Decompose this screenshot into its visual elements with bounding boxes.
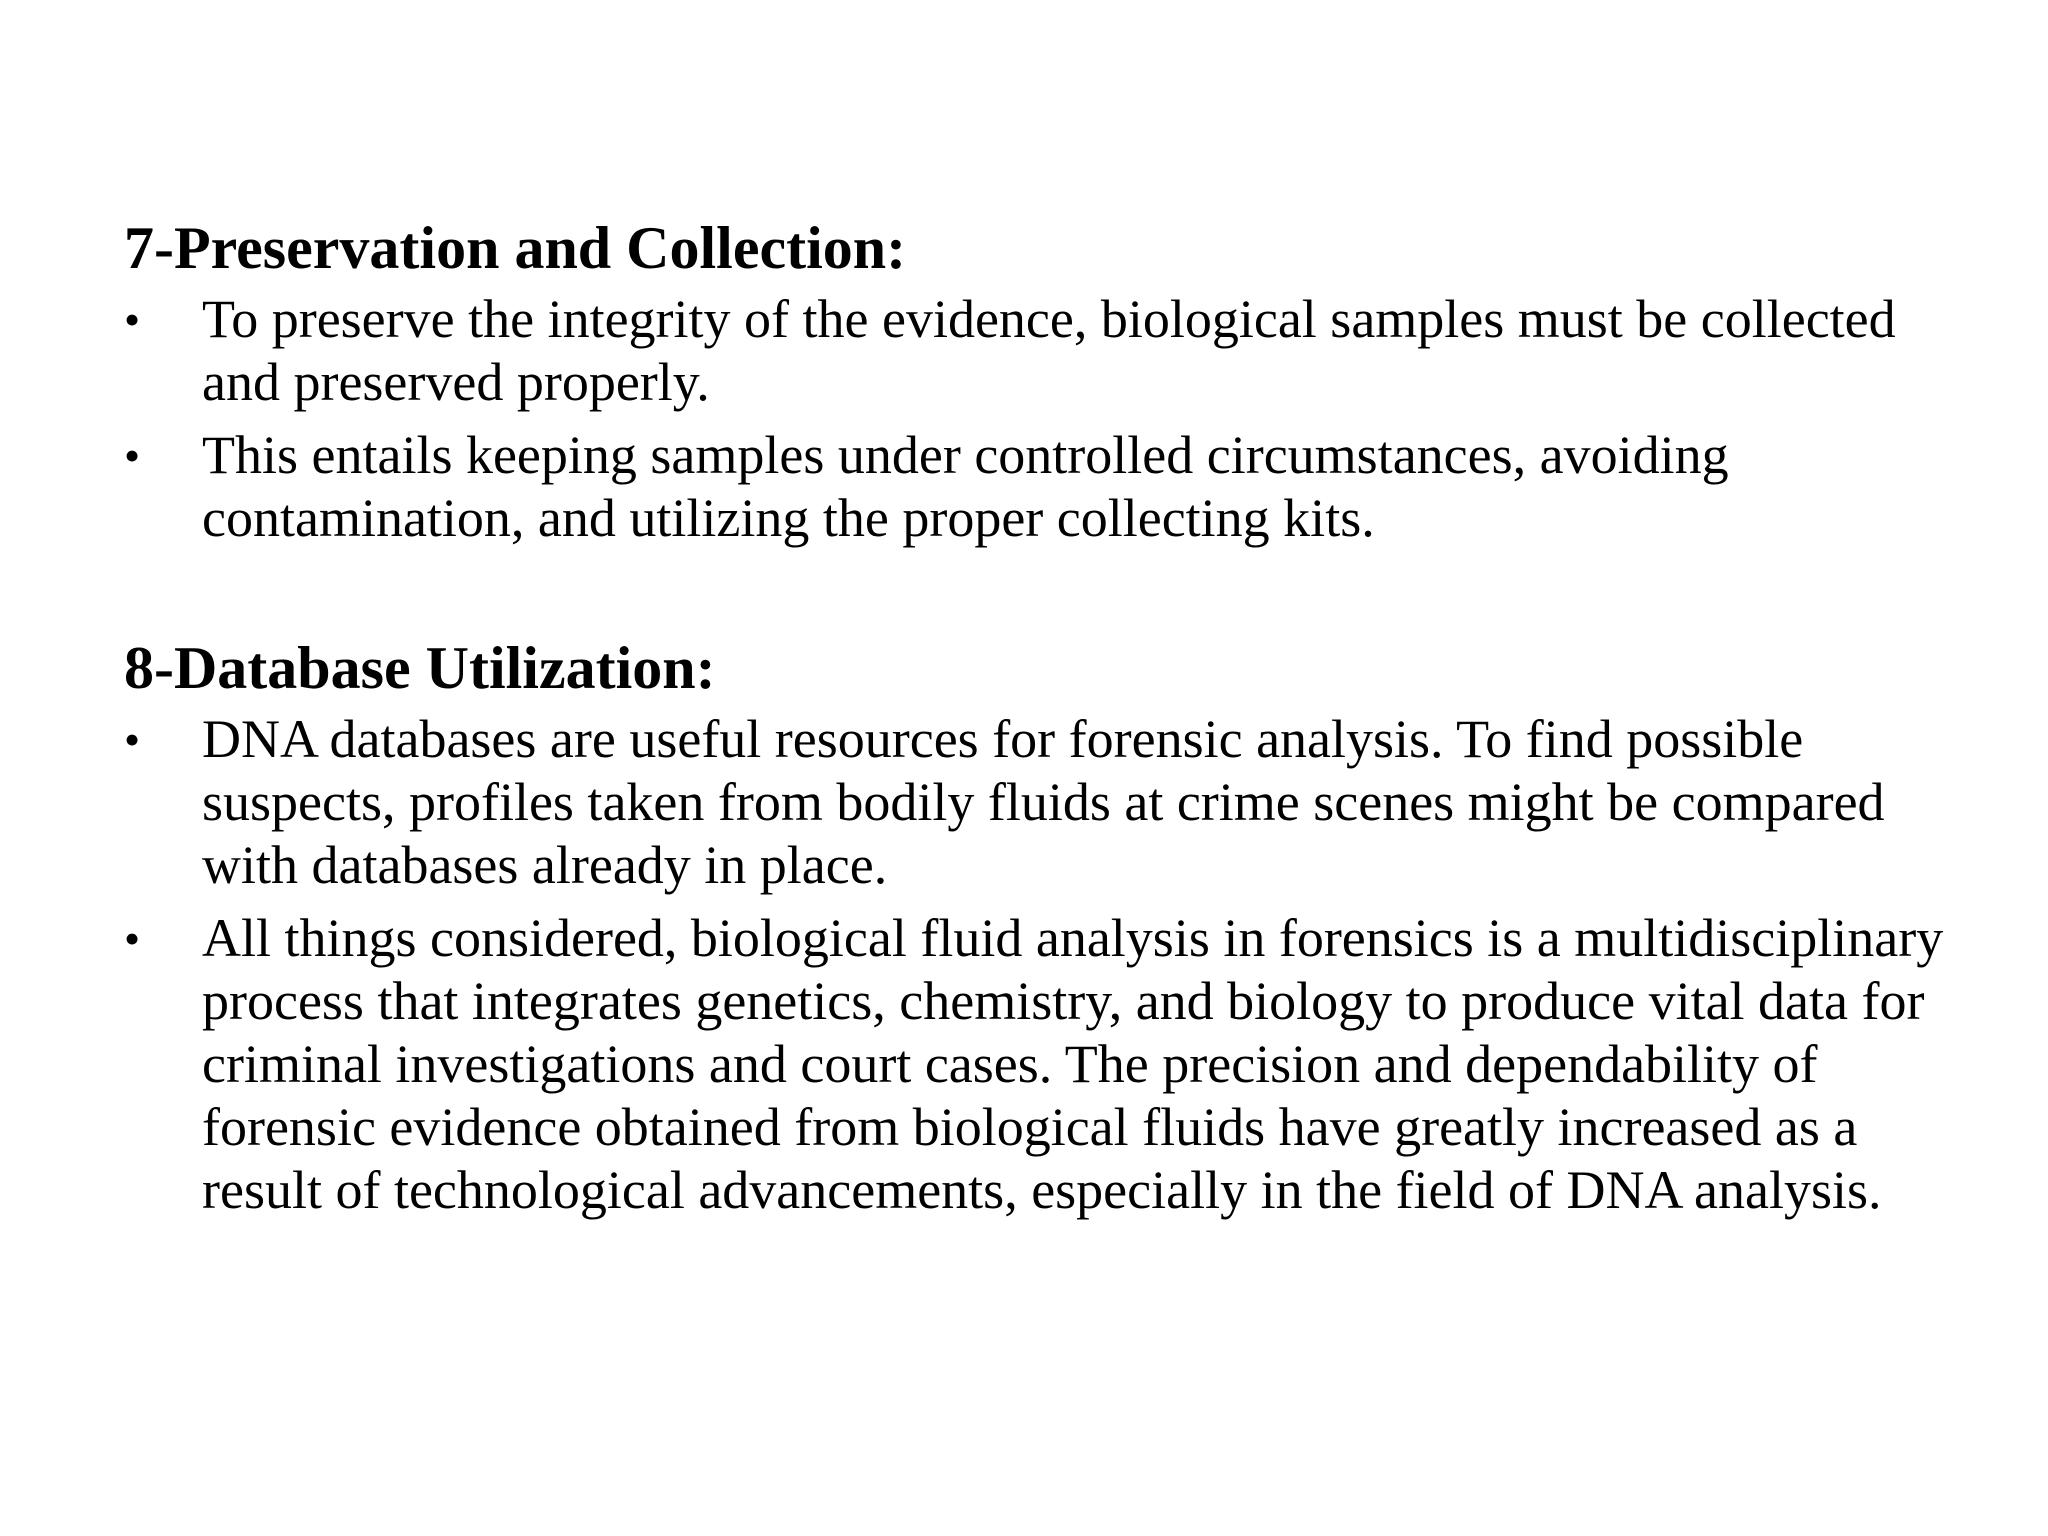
bullet-icon: • — [124, 714, 141, 765]
bullet-item — [124, 424, 1954, 550]
bullet-icon: • — [124, 430, 141, 481]
bullet-icon: • — [124, 913, 141, 964]
bullet-text: DNA databases are useful resources for forensic analysis. To find possible suspects, profiles taken from bodily fluids at crime scenes might be compared with databases already in place. — [202, 709, 1885, 895]
bullet-text: This entails keeping samples under controlled circumstances, avoiding contamination, and utilizing the proper collecting kits. — [202, 425, 1729, 548]
bullet-item — [124, 907, 1954, 1222]
section-preservation-and-collection — [124, 212, 1954, 560]
bullet-text: To preserve the integrity of the evidence, biological samples must be collected and preserved properly. — [202, 289, 1896, 412]
bullet-item — [124, 708, 1954, 897]
section-heading: 7-Preservation and Collection: — [124, 215, 907, 281]
bullet-icon: • — [124, 294, 141, 345]
bullet-list — [124, 288, 1954, 550]
bullet-list — [124, 708, 1954, 1222]
bullet-item — [124, 288, 1954, 414]
section-database-utilization — [124, 632, 1954, 1232]
bullet-text: All things considered, biological fluid analysis in forensics is a multidisciplinary process that integrates genetics, chemistry, and biology to produce vital data for criminal investigations and court cases. The precision and dependability of forensic evidence obtained from biological fluids have greatly increased as a result of technological advancements, especially in the field of DNA analysis. — [202, 908, 1944, 1220]
section-heading: 8-Database Utilization: — [124, 635, 716, 701]
